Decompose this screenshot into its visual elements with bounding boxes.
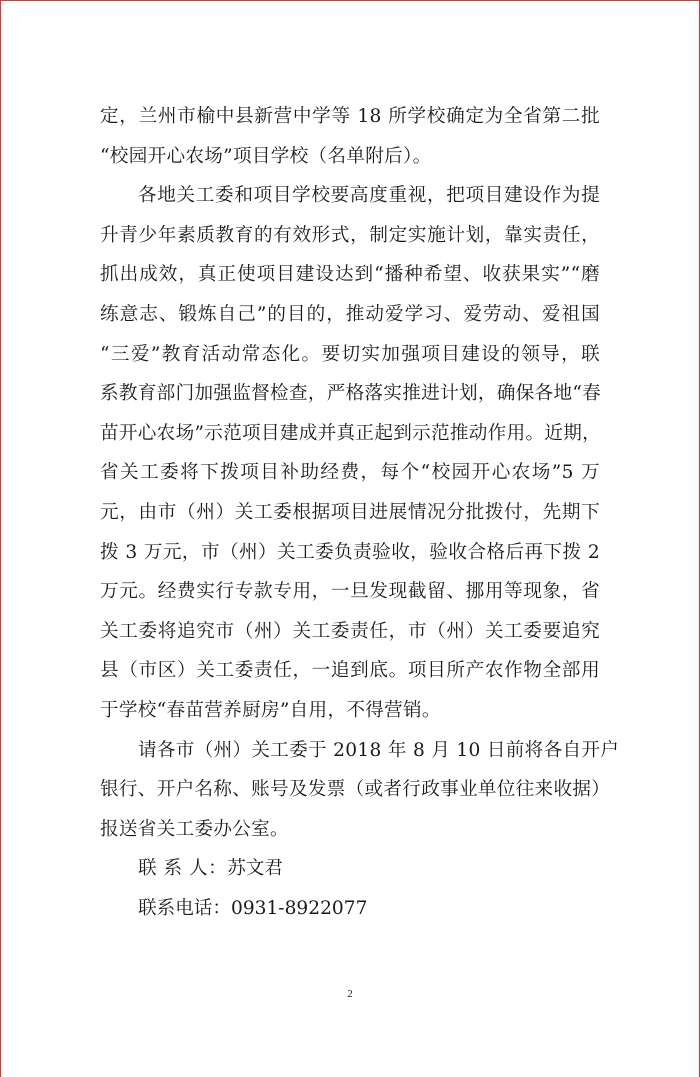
paragraph-line: 于学校“春苗营养厨房”自用，不得营销。 <box>100 699 441 721</box>
paragraph-line: 系教育部门加强监督检查，严格落实推进计划，确保各地“春 <box>100 383 602 405</box>
paragraph-line: 县（市区）关工委责任，一追到底。项目所产农作物全部用 <box>100 660 600 682</box>
paragraph-line: 苗开心农场”示范项目建成并真正起到示范推动作用。近期， <box>100 422 602 444</box>
paragraph-2 <box>100 176 600 730</box>
contact-phone-label: 联系电话： <box>138 897 231 919</box>
paragraph-line: 各地关工委和项目学校要高度重视，把项目建设作为提 <box>138 185 600 207</box>
paragraph-1 <box>100 97 600 176</box>
paragraph-line: 升青少年素质教育的有效形式，制定实施计划，靠实责任， <box>100 224 600 246</box>
paragraph-line: 银行、开户名称、账号及发票（或者行政事业单位往来收据） <box>100 779 611 801</box>
paragraph-line: 请各市（州）关工委于 2018 年 8 月 10 日前将各自开户 <box>138 739 620 761</box>
paragraph-3 <box>100 731 620 850</box>
document-body <box>100 97 620 928</box>
paragraph-line: “三爱”教育活动常态化。要切实加强项目建设的领导，联 <box>100 343 600 365</box>
paragraph-line: 关工委将追究市（州）关工委责任，市（州）关工委要追究 <box>100 620 600 642</box>
page-number: 2 <box>347 988 353 1000</box>
paragraph-line: 报送省关工委办公室。 <box>100 818 289 840</box>
paragraph-line: 万元。经费实行专款专用，一旦发现截留、挪用等现象，省 <box>100 581 600 603</box>
paragraph-line: “校园开心农场”项目学校（名单附后）。 <box>100 145 432 167</box>
contact-phone-number: 0931-8922077 <box>230 897 368 919</box>
paragraph-line: 拨 3 万元，市（州）关工委负责验收，验收合格后再下拨 2 <box>100 541 600 563</box>
paragraph-line: 练意志、锻炼自己”的目的，推动爱学习、爱劳动、爱祖国 <box>100 303 600 325</box>
paragraph-line: 抓出成效，真正使项目建设达到“播种希望、收获果实”“磨 <box>100 264 600 286</box>
paragraph-line: 省关工委将下拨项目补助经费，每个“校园开心农场”5 万 <box>100 462 600 484</box>
contact-person-label: 联 系 人： <box>138 858 228 880</box>
paragraph-line: 定，兰州市榆中县新营中学等 18 所学校确定为全省第二批 <box>100 106 600 127</box>
contact-person-name: 苏文君 <box>227 858 283 880</box>
contact-phone <box>100 889 600 929</box>
contact-person <box>100 849 600 889</box>
paragraph-line: 元，由市（州）关工委根据项目进展情况分批拨付，先期下 <box>100 501 600 523</box>
